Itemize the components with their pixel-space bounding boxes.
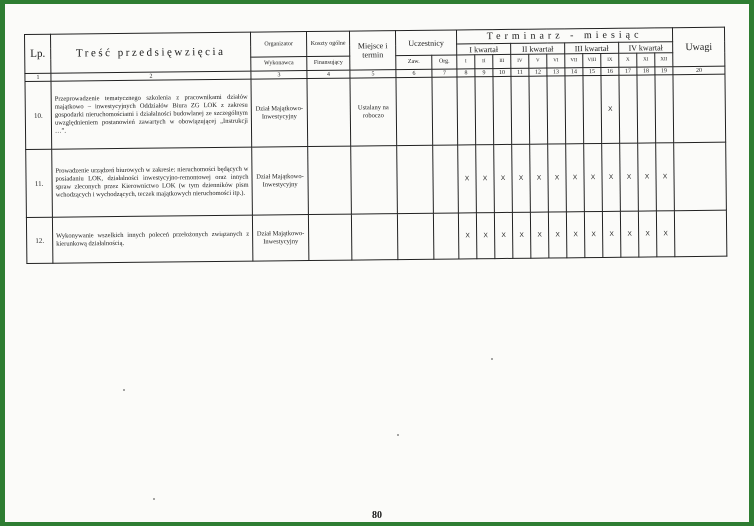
month-cell: X xyxy=(458,145,477,213)
header-miejsce: Miejsce i termin xyxy=(349,31,395,70)
month-cell: X xyxy=(602,211,620,257)
month-cell: X xyxy=(494,144,513,212)
header-month-12: XII xyxy=(655,53,673,67)
month-cell: X xyxy=(548,144,567,212)
month-cell: X xyxy=(656,143,675,211)
month-cell: X xyxy=(476,145,495,213)
month-cell: X xyxy=(494,212,512,258)
column-number: 19 xyxy=(655,67,673,75)
header-month-4: IV xyxy=(511,54,529,68)
month-cell xyxy=(457,77,476,145)
column-number: 8 xyxy=(457,69,475,77)
month-cell xyxy=(619,75,638,143)
table-row xyxy=(26,210,727,263)
scan-speck xyxy=(397,434,399,436)
executor: Dział Majątkowo-Inwestycyjny xyxy=(251,79,308,148)
column-number: 13 xyxy=(547,68,565,76)
column-number: 20 xyxy=(673,66,725,75)
page-number: 80 xyxy=(372,510,382,521)
table-row xyxy=(25,74,726,149)
participants-zaw xyxy=(397,145,434,213)
participants-zaw xyxy=(396,77,433,145)
month-cell: X xyxy=(512,144,531,212)
header-month-7: VII xyxy=(565,54,583,68)
cost-cell xyxy=(308,214,351,260)
header-quarter-2: II kwartał xyxy=(511,43,565,55)
row-number: 11. xyxy=(26,149,53,217)
header-uwagi: Uwagi xyxy=(673,27,725,67)
month-cell: X xyxy=(548,212,566,258)
header-month-10: X xyxy=(619,53,637,67)
header-month-5: V xyxy=(529,54,547,68)
month-cell: X xyxy=(638,211,656,257)
header-month-3: III xyxy=(493,54,511,68)
column-number: 9 xyxy=(475,69,493,77)
participants-org xyxy=(432,77,458,145)
month-cell: X xyxy=(530,144,549,212)
header-finansujacy: Finansujący xyxy=(307,56,350,70)
header-quarter-3: III kwartał xyxy=(565,42,619,54)
column-number: 1 xyxy=(25,73,51,81)
column-number: 12 xyxy=(529,68,547,76)
month-cell: X xyxy=(656,211,675,257)
task-description: Przeprowadzenie tematycznego szkolenia z pracownikami działów majątkowo – inwestycyjnych Oddziałów Biura ZG LOK z zakresu gospodarki nieruchomościami i działalności budowlanej ze szczególnym uwzględnieniem postanowień zawartych w obowiązującej „Instrukcji …”. xyxy=(51,79,252,149)
header-lp: Lp. xyxy=(25,34,51,73)
month-cell xyxy=(637,75,656,143)
column-number: 14 xyxy=(565,68,583,76)
column-number: 15 xyxy=(583,67,601,75)
header-zaw: Zaw. xyxy=(396,55,432,69)
plan-table xyxy=(24,27,727,264)
header-month-8: VIII xyxy=(583,53,601,67)
month-cell xyxy=(475,77,494,145)
column-number: 17 xyxy=(619,67,637,75)
document-page xyxy=(5,4,749,522)
participants-org xyxy=(433,145,459,213)
cost-cell xyxy=(308,146,352,214)
header-uczestnicy: Uczestnicy xyxy=(395,30,456,56)
executor: Dział Majątkowo-Inwestycyjny xyxy=(252,215,308,262)
month-cell: X xyxy=(566,212,584,258)
remarks-cell xyxy=(674,210,726,257)
scan-speck xyxy=(153,498,155,500)
column-number: 11 xyxy=(511,68,529,76)
month-cell xyxy=(655,75,674,143)
task-description: Wykonywanie wszelkich innych poleceń przełożonych związanych z kierunkową działalnością. xyxy=(52,215,252,263)
participants-zaw xyxy=(397,213,433,259)
month-cell: X xyxy=(530,212,548,258)
remarks-cell xyxy=(674,142,727,211)
header-quarter-1: I kwartał xyxy=(457,43,511,55)
participants-org xyxy=(433,213,458,259)
cost-cell xyxy=(307,78,351,146)
column-number: 18 xyxy=(637,67,655,75)
month-cell: X xyxy=(584,143,603,211)
place-and-date: Ustalany na roboczo xyxy=(350,78,397,146)
header-month-9: IX xyxy=(601,53,619,67)
header-month-11: XI xyxy=(637,53,655,67)
header-organizator: Organizator xyxy=(250,32,306,58)
table-row xyxy=(26,142,727,217)
header-wykonawca: Wykonawca xyxy=(251,57,307,72)
month-cell: X xyxy=(566,144,585,212)
column-number: 4 xyxy=(307,70,350,78)
month-cell: X xyxy=(584,211,602,257)
month-cell xyxy=(565,76,584,144)
header-koszty: Koszty ogólne xyxy=(306,31,349,56)
scan-speck xyxy=(123,389,125,391)
month-cell xyxy=(511,76,530,144)
column-number: 7 xyxy=(432,69,457,77)
month-cell: X xyxy=(476,213,494,259)
column-number: 3 xyxy=(251,71,307,80)
header-tresc: Treść przedsięwzięcia xyxy=(51,32,251,73)
column-number: 6 xyxy=(396,69,432,77)
month-cell: X xyxy=(512,212,530,258)
month-cell: X xyxy=(458,213,476,259)
column-number: 10 xyxy=(493,68,511,76)
month-cell: X xyxy=(638,143,657,211)
executor: Dział Majątkowo-Inwestycyjny xyxy=(252,147,309,216)
task-description: Prowadzenie urządzeń biurowych w zakresie: nieruchomości będących w posiadaniu LOK, działalności inwestycyjno-remontowej oraz innych spraw zleconych przez Kierownictwo LOK (w tym dzienników pism wchodzących i wychodzących, teczek majątkowych nieruchomości itp.). xyxy=(52,147,253,217)
header-terminarz: Terminarz - miesiąc xyxy=(456,28,672,44)
month-cell xyxy=(529,76,548,144)
month-cell: X xyxy=(620,143,639,211)
month-cell xyxy=(583,75,602,143)
header-month-2: II xyxy=(475,55,493,69)
month-cell xyxy=(547,76,566,144)
header-month-1: I xyxy=(457,55,475,69)
remarks-cell xyxy=(673,74,726,143)
header-month-6: VI xyxy=(547,54,565,68)
month-cell: X xyxy=(602,143,621,211)
header-quarter-4: IV kwartał xyxy=(619,42,673,54)
month-cell xyxy=(493,76,512,144)
column-number: 16 xyxy=(601,67,619,75)
month-cell: X xyxy=(601,75,620,143)
row-number: 10. xyxy=(25,81,52,149)
column-number: 5 xyxy=(350,70,396,78)
row-number: 12. xyxy=(26,217,52,263)
place-and-date xyxy=(351,214,397,260)
place-and-date xyxy=(351,146,398,214)
header-org: Org. xyxy=(432,55,457,69)
month-cell: X xyxy=(620,211,638,257)
column-number: 2 xyxy=(51,71,251,81)
scan-speck xyxy=(491,358,493,360)
